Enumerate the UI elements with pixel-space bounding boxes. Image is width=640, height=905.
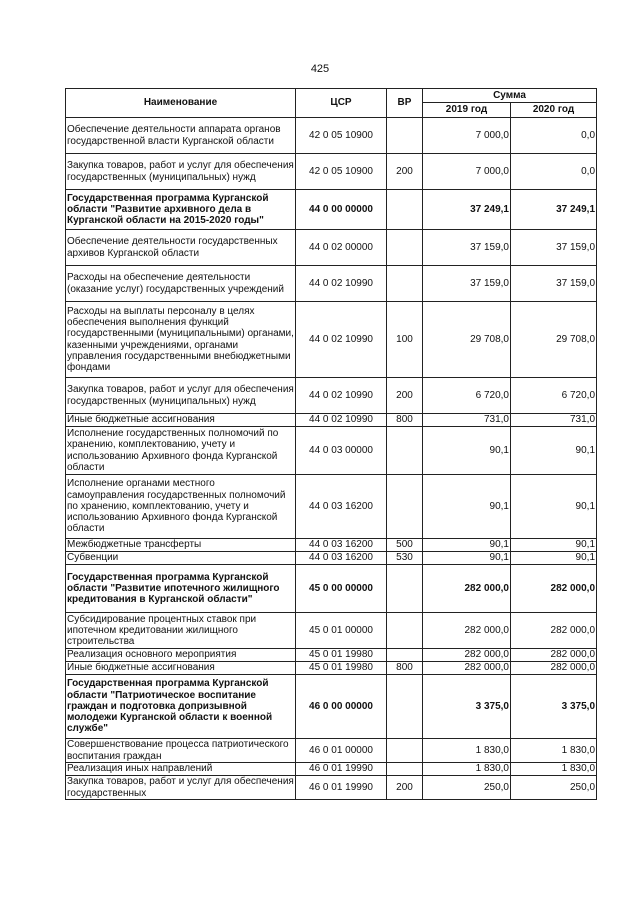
cell-name: Расходы на обеспечение деятельности (оказание услуг) государственных учреждений	[66, 266, 296, 302]
cell-vr: 500	[387, 539, 423, 552]
cell-y2019: 90,1	[423, 539, 511, 552]
table-row	[66, 675, 597, 739]
cell-vr	[387, 565, 423, 613]
cell-name: Межбюджетные трансферты	[66, 539, 296, 552]
cell-y2019: 282 000,0	[423, 565, 511, 613]
cell-vr: 100	[387, 302, 423, 378]
cell-y2019: 282 000,0	[423, 613, 511, 649]
cell-name: Государственная программа Курганской области "Развитие ипотечного жилищного кредитования в Курганской области"	[66, 565, 296, 613]
cell-name: Закупка товаров, работ и услуг для обеспечения государственных (муниципальных) нужд	[66, 154, 296, 190]
cell-vr: 800	[387, 662, 423, 675]
cell-y2020: 0,0	[511, 154, 597, 190]
cell-csr: 44 0 02 10990	[296, 378, 387, 414]
cell-y2020: 282 000,0	[511, 565, 597, 613]
table-row	[66, 552, 597, 565]
cell-name: Субвенции	[66, 552, 296, 565]
table-row	[66, 475, 597, 539]
cell-y2020: 90,1	[511, 539, 597, 552]
cell-name: Иные бюджетные ассигнования	[66, 414, 296, 427]
cell-y2019: 37 159,0	[423, 230, 511, 266]
cell-y2020: 0,0	[511, 118, 597, 154]
table-row	[66, 118, 597, 154]
table-row	[66, 154, 597, 190]
cell-y2019: 37 249,1	[423, 190, 511, 230]
cell-csr: 44 0 03 16200	[296, 539, 387, 552]
cell-vr	[387, 266, 423, 302]
cell-y2019: 1 830,0	[423, 763, 511, 776]
cell-y2020: 1 830,0	[511, 739, 597, 763]
cell-y2020: 282 000,0	[511, 662, 597, 675]
cell-vr	[387, 230, 423, 266]
cell-csr: 45 0 01 19980	[296, 662, 387, 675]
cell-name: Государственная программа Курганской области "Развитие архивного дела в Курганской области на 2015-2020 годы"	[66, 190, 296, 230]
cell-csr: 44 0 02 10990	[296, 302, 387, 378]
cell-y2019: 90,1	[423, 475, 511, 539]
cell-vr	[387, 763, 423, 776]
table-row	[66, 378, 597, 414]
cell-name: Закупка товаров, работ и услуг для обеспечения государственных (муниципальных) нужд	[66, 378, 296, 414]
table-row	[66, 662, 597, 675]
cell-y2020: 90,1	[511, 552, 597, 565]
table-row	[66, 763, 597, 776]
cell-y2019: 3 375,0	[423, 675, 511, 739]
cell-vr	[387, 613, 423, 649]
cell-csr: 44 0 02 10990	[296, 266, 387, 302]
cell-y2019: 90,1	[423, 427, 511, 475]
cell-y2020: 282 000,0	[511, 649, 597, 662]
cell-vr	[387, 427, 423, 475]
header-2020: 2020 год	[511, 103, 597, 118]
cell-vr	[387, 118, 423, 154]
cell-vr	[387, 649, 423, 662]
cell-csr: 45 0 01 00000	[296, 613, 387, 649]
cell-y2019: 6 720,0	[423, 378, 511, 414]
cell-name: Закупка товаров, работ и услуг для обеспечения государственных	[67, 776, 294, 799]
cell-y2020: 1 830,0	[511, 763, 597, 776]
cell-y2019: 731,0	[423, 414, 511, 427]
cell-name: Исполнение органами местного самоуправления государственных полномочий по хранению, комплектованию, учету и использованию Архивного фонда Курганской области	[66, 475, 296, 539]
header-vr: ВР	[387, 89, 423, 118]
cell-name: Реализация основного мероприятия	[66, 649, 296, 662]
cell-name: Государственная программа Курганской области "Патриотическое воспитание граждан и подготовка допризывной молодежи Курганской области к военной службе"	[66, 675, 296, 739]
cell-name: Обеспечение деятельности государственных архивов Курганской области	[66, 230, 296, 266]
cell-y2019: 90,1	[423, 552, 511, 565]
cell-vr: 200	[387, 154, 423, 190]
cell-y2019: 282 000,0	[423, 662, 511, 675]
header-2019: 2019 год	[423, 103, 511, 118]
page-number: 425	[310, 63, 330, 75]
header-csr: ЦСР	[296, 89, 387, 118]
table-row	[66, 613, 597, 649]
cell-y2020: 3 375,0	[511, 675, 597, 739]
cell-y2020: 731,0	[511, 414, 597, 427]
cell-csr: 44 0 02 00000	[296, 230, 387, 266]
cell-csr: 45 0 01 19980	[296, 649, 387, 662]
cell-y2020: 37 159,0	[511, 230, 597, 266]
table-row	[66, 302, 597, 378]
table-row	[66, 565, 597, 613]
cell-vr: 200	[387, 776, 423, 800]
cell-csr: 46 0 01 19990	[296, 776, 387, 800]
cell-y2019: 250,0	[423, 776, 511, 800]
cell-y2019: 37 159,0	[423, 266, 511, 302]
cell-vr	[387, 739, 423, 763]
cell-y2020: 282 000,0	[511, 613, 597, 649]
cell-csr: 44 0 00 00000	[296, 190, 387, 230]
cell-vr	[387, 190, 423, 230]
table-row	[66, 776, 597, 800]
cell-vr	[387, 675, 423, 739]
cell-name: Субсидирование процентных ставок при ипотечном кредитовании жилищного строительства	[66, 613, 296, 649]
table-row	[66, 539, 597, 552]
cell-y2020: 37 249,1	[511, 190, 597, 230]
cell-name: Реализация иных направлений	[66, 763, 296, 776]
table-row	[66, 427, 597, 475]
cell-csr: 42 0 05 10900	[296, 154, 387, 190]
cell-y2020: 250,0	[511, 776, 597, 800]
cell-y2020: 29 708,0	[511, 302, 597, 378]
table-row	[66, 739, 597, 763]
cell-csr: 44 0 03 16200	[296, 475, 387, 539]
cell-y2019: 7 000,0	[423, 154, 511, 190]
cell-y2019: 282 000,0	[423, 649, 511, 662]
table-row	[66, 266, 597, 302]
header-name: Наименование	[66, 89, 296, 118]
cell-y2020: 90,1	[511, 427, 597, 475]
cell-name: Расходы на выплаты персоналу в целях обеспечения выполнения функций государственными (муниципальными) органами, казенными учреждениями, органами управления государственными внебюджетными фондами	[66, 302, 296, 378]
cell-csr: 44 0 02 10990	[296, 414, 387, 427]
cell-vr: 530	[387, 552, 423, 565]
cell-name: Обеспечение деятельности аппарата органов государственной власти Курганской области	[66, 118, 296, 154]
cell-name: Исполнение государственных полномочий по хранению, комплектованию, учету и использованию Архивного фонда Курганской области	[66, 427, 296, 475]
cell-vr: 800	[387, 414, 423, 427]
header-sum: Сумма	[423, 89, 597, 103]
cell-csr: 46 0 01 00000	[296, 739, 387, 763]
cell-vr: 200	[387, 378, 423, 414]
cell-vr	[387, 475, 423, 539]
table-row	[66, 414, 597, 427]
cell-csr: 42 0 05 10900	[296, 118, 387, 154]
cell-csr: 46 0 01 19990	[296, 763, 387, 776]
cell-csr: 44 0 03 00000	[296, 427, 387, 475]
cell-y2020: 90,1	[511, 475, 597, 539]
budget-table	[65, 88, 597, 800]
table-row	[66, 190, 597, 230]
table-row	[66, 649, 597, 662]
table-row	[66, 230, 597, 266]
cell-y2019: 29 708,0	[423, 302, 511, 378]
cell-csr: 44 0 03 16200	[296, 552, 387, 565]
cell-csr: 46 0 00 00000	[296, 675, 387, 739]
cell-y2019: 1 830,0	[423, 739, 511, 763]
cell-y2020: 6 720,0	[511, 378, 597, 414]
cell-name: Совершенствование процесса патриотического воспитания граждан	[66, 739, 296, 763]
cell-y2019: 7 000,0	[423, 118, 511, 154]
cell-y2020: 37 159,0	[511, 266, 597, 302]
cell-csr: 45 0 00 00000	[296, 565, 387, 613]
cell-name: Иные бюджетные ассигнования	[66, 662, 296, 675]
